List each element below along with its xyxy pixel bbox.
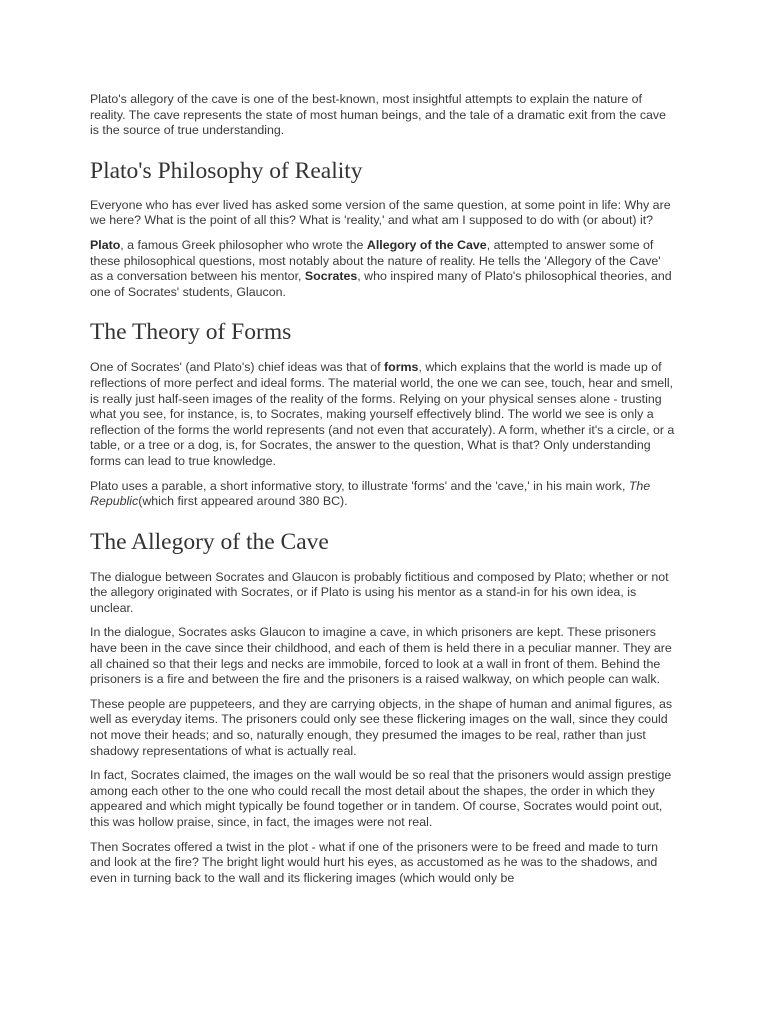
italic-the-republic: The Republic bbox=[90, 478, 651, 509]
bold-plato: Plato bbox=[90, 237, 121, 252]
heading-philosophy-of-reality: Plato's Philosophy of Reality bbox=[90, 157, 363, 184]
text-segment: Plato uses a parable, a short informative story, to illustrate 'forms' and the 'cave,' in his main work, bbox=[90, 478, 629, 493]
text-segment: , attempted to answer some of these philosophical questions, most notably about the nature of reality. He tells the 'Allegory of the Cave' as a conversation between his mentor, bbox=[90, 237, 661, 284]
heading-theory-of-forms: The Theory of Forms bbox=[90, 319, 292, 346]
text-segment: (which first appeared around 380 BC). bbox=[138, 494, 348, 509]
paragraph-puppeteers: These people are puppeteers, and they are carrying objects, in the shape of human and animal figures, as well as everyday items. The prisoners could only see these flickering images on the wall, since they could not move their heads; and so, naturally enough, they presumed the images to be real, rather than just shadowy representations of what is actually real. bbox=[90, 696, 673, 758]
paragraph-forms-explained bbox=[90, 360, 676, 469]
paragraph-reality-question: Everyone who has ever lived has asked some version of the same question, at some point in life: Why are we here? What is the point of all this? What is 'reality,' and what am I supposed to do with (or about) it? bbox=[90, 197, 671, 228]
paragraph-plato-intro bbox=[90, 238, 676, 300]
text-segment: , who inspired many of Plato's philosophical theories, and one of Socrates' students, Glaucon. bbox=[90, 269, 672, 299]
intro-paragraph: Plato's allegory of the cave is one of the best-known, most insightful attempts to explain the nature of reality. The cave represents the state of most human beings, and the tale of a dramatic exit from the cave is the source of true understanding. bbox=[90, 92, 667, 138]
paragraph-dialogue-origin: The dialogue between Socrates and Glaucon is probably fictitious and composed by Plato; whether or not the allegory originated with Socrates, or if Plato is using his mentor as a stand-in for his own idea, is unclear. bbox=[90, 569, 669, 615]
paragraph-cave-description: In the dialogue, Socrates asks Glaucon to imagine a cave, in which prisoners are kept. These prisoners have been in the cave since their childhood, and each of them is held there in a peculiar manner. They are all chained so that their legs and necks are immobile, forced to look at a wall in front of them. Behind the prisoners is a fire and between the fire and the prisoners is a raised walkway, on which people can walk. bbox=[90, 625, 672, 687]
paragraph-parable bbox=[90, 479, 676, 510]
paragraph-twist: Then Socrates offered a twist in the plot - what if one of the prisoners were to be freed and made to turn and look at the fire? The bright light would hurt his eyes, as accustomed as he was to the shadows, and even in turning back to the wall and its flickering images (which would only be bbox=[90, 839, 658, 885]
text-segment: , a famous Greek philosopher who wrote the bbox=[120, 237, 367, 252]
paragraph-prestige: In fact, Socrates claimed, the images on the wall would be so real that the prisoners would assign prestige among each other to the one who could recall the most detail about the shapes, the order in which they appeared and which might typically be found together or in tandem. Of course, Socrates would point out, this was hollow praise, since, in fact, the images were not real. bbox=[90, 768, 672, 829]
document-page bbox=[90, 92, 676, 895]
bold-allegory-of-the-cave: Allegory of the Cave bbox=[366, 237, 487, 252]
text-segment: , which explains that the world is made up of reflections of more perfect and ideal forms. The material world, the one we can see, touch, hear and smell, is really just half-seen images of the reality of the forms. Relying on your physical senses alone - trusting what you see, for instance, is, to Socrates, making yourself effectively blind. The world we see is only a reflection of the forms the world represents (and not even that accurately). A form, whether it's a circle, or a table, or a tree or a dog, is, for Socrates, the answer to the question, What is that? Only understanding forms can lead to true knowledge. bbox=[90, 360, 675, 468]
heading-allegory-of-the-cave: The Allegory of the Cave bbox=[90, 528, 329, 555]
bold-forms: forms bbox=[384, 360, 419, 375]
text-segment: One of Socrates' (and Plato's) chief ideas was that of bbox=[90, 360, 384, 375]
bold-socrates: Socrates bbox=[304, 269, 358, 284]
